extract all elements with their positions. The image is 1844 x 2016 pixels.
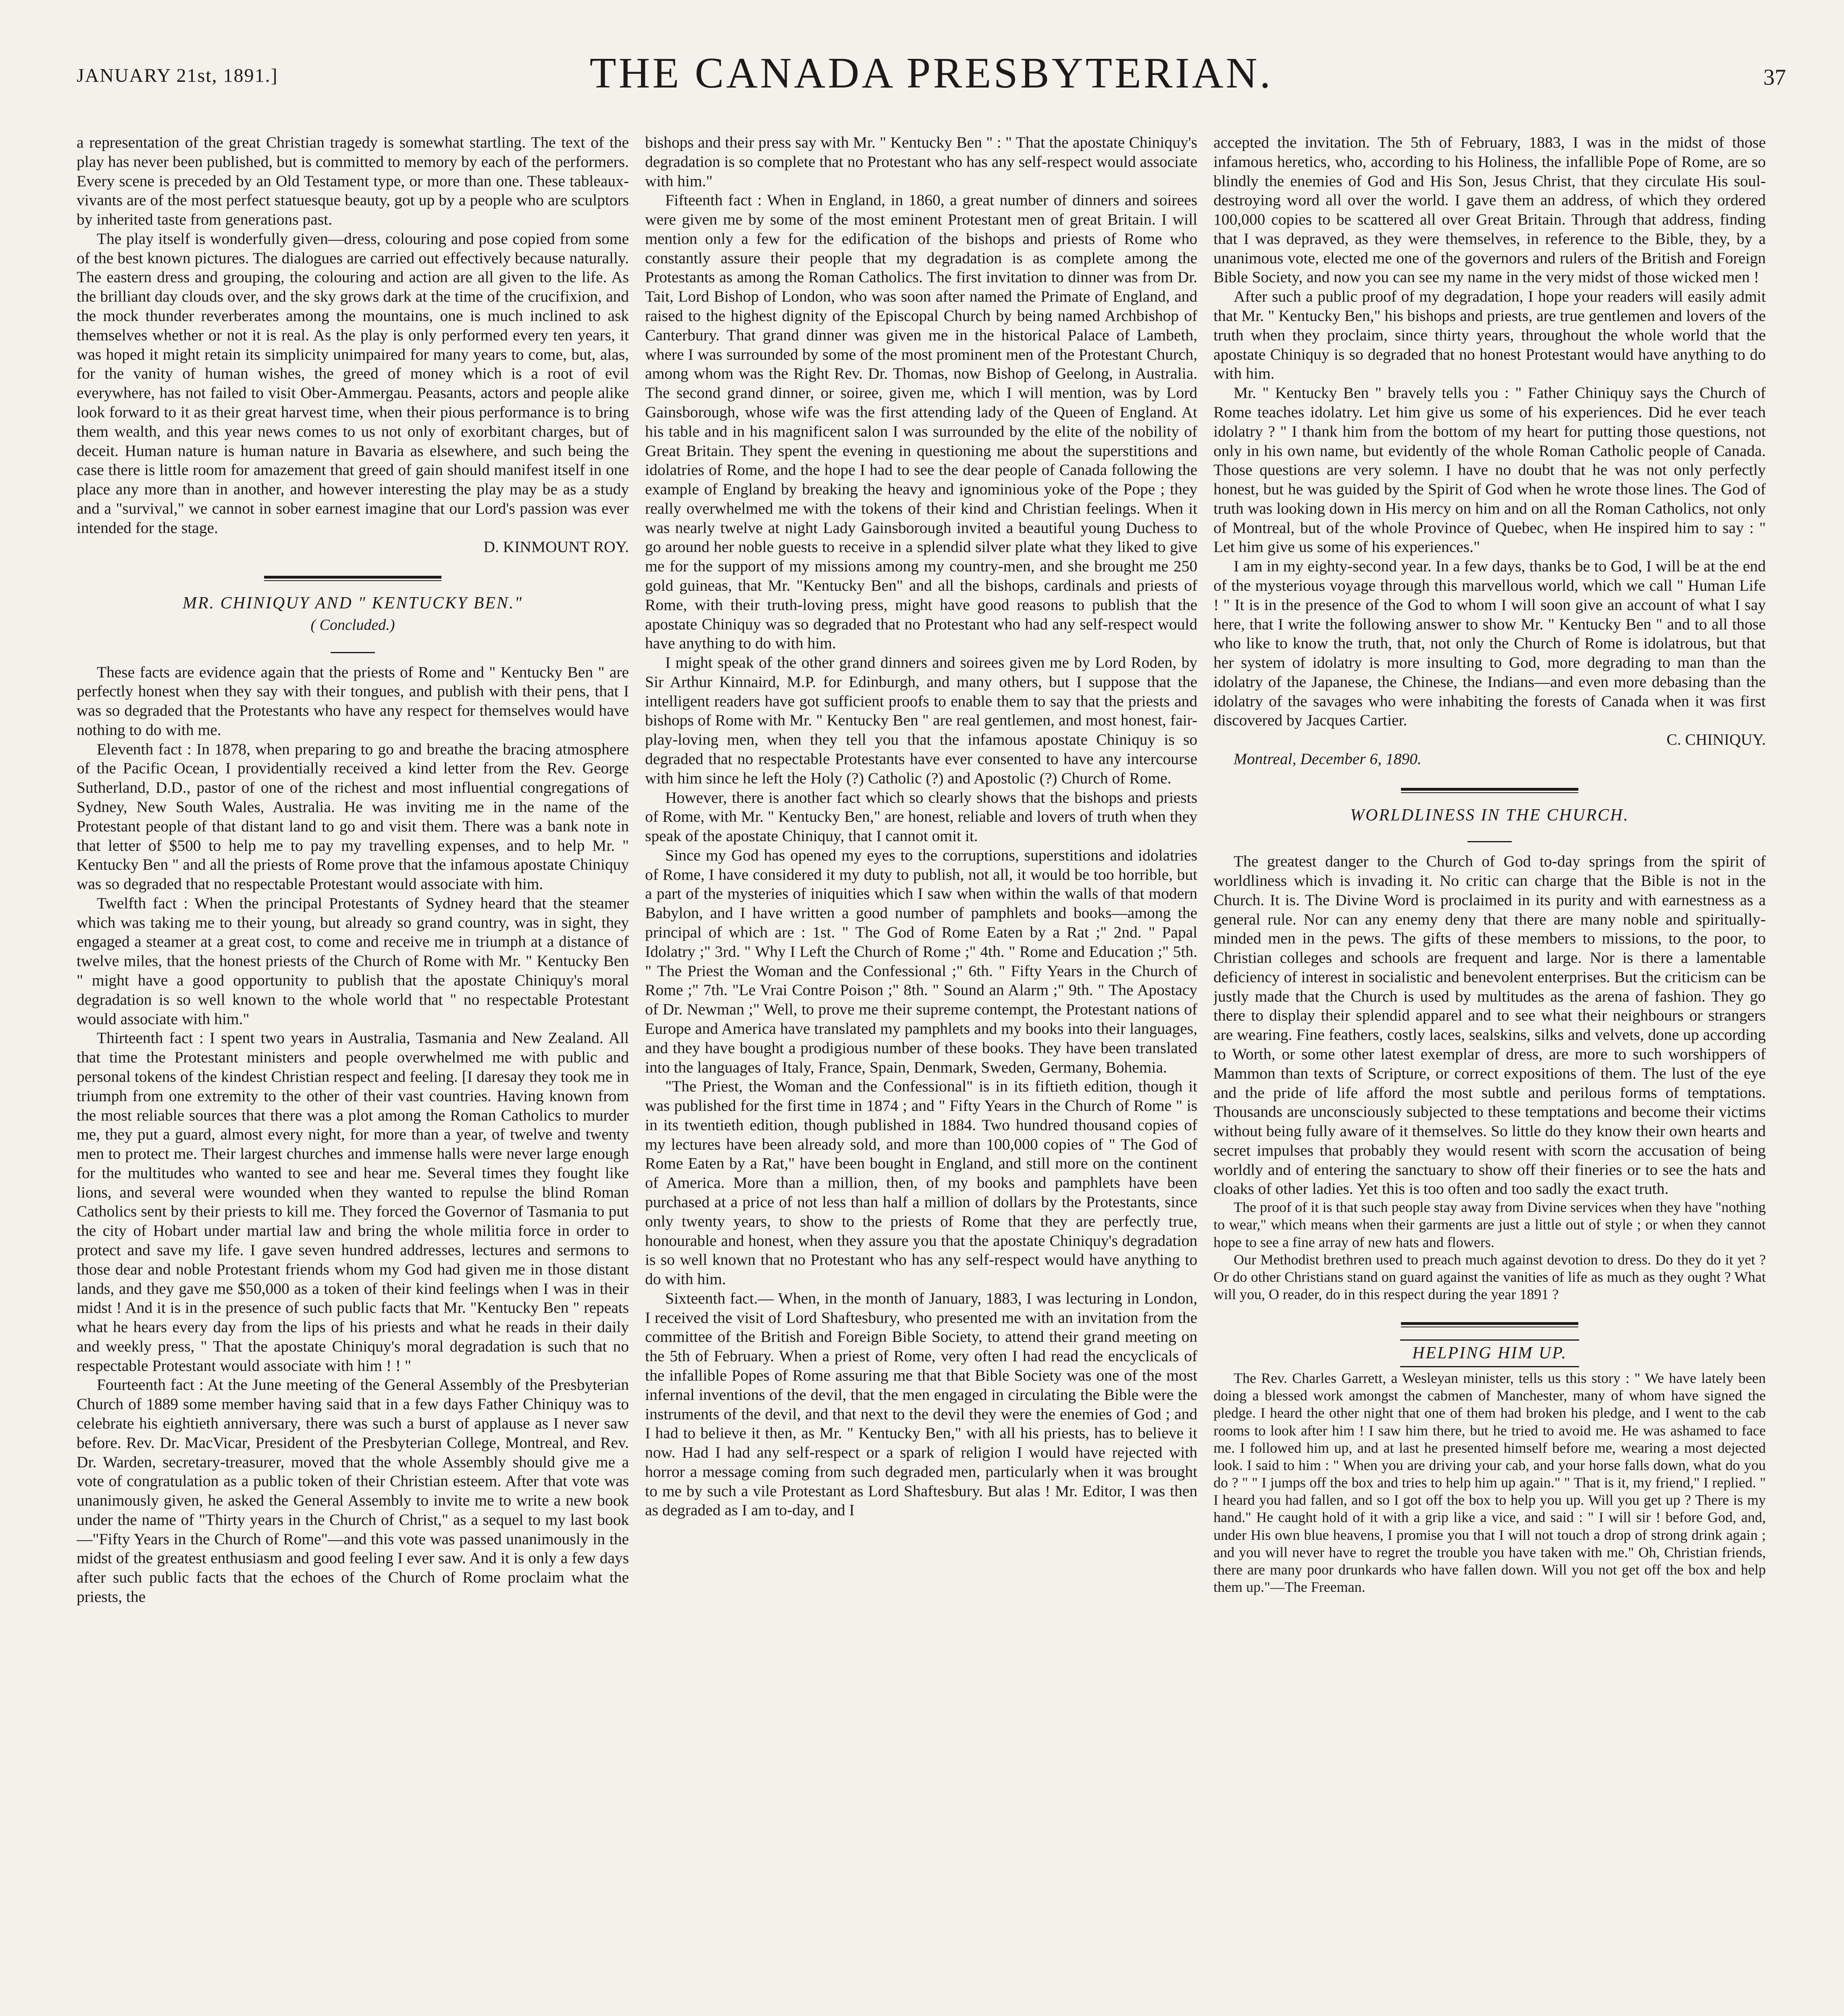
article-paragraph: Sixteenth fact.— When, in the month of January, 1883, I was lecturing in London, I received the visit of Lord Shaftesbury, who presented me with an invitation from the committee of the British and Foreign Bible Society, to attend their grand meeting on the 5th of February. When a priest of Rome, very often I had read the encyclicals of the infallible Popes of Rome assuring me that that Bible Society was one of the most infernal inventions of the devil, that the men engaged in circulating the Bible were the instruments of the devil, and that next to the devil they were the enemies of God ; and I had to believe it then, as Mr. " Kentucky Ben," with all his priests, has to believe it now. Had I had any self-respect or a spark of religion I would have rejected with horror a message coming from such degraded men, particularly when it was brought to me by such a vile Protestant as Lord Shaftesbury. But alas ! Mr. Editor, I was then as degraded as I am to-day, and I [645, 1289, 1197, 1519]
article-subheading: ( Concluded.) [310, 616, 395, 633]
article-paragraph: a representation of the great Christian tragedy is somewhat startling. The text of the play has never been published, but is committed to memory by each of the performers. Every scene is preceded by an Old Testament type, or more than one. These tableaux-vivants are of the most perfect statuesque beauty, got up by a people who are sculptors by inherited taste from generations past. [77, 133, 629, 229]
article-paragraph: Our Methodist brethren used to preach much against devotion to dress. Do they do it yet ? Or do other Christians stand on guard against the vanities of life as much as they ought ? What will you, O reader, do in this respect during the year 1891 ? [1213, 1251, 1766, 1303]
article-signature: C. CHINIQUY. [1666, 731, 1766, 749]
article-paragraph: However, there is another fact which so clearly shows that the bishops and priests of Rome, with Mr. " Kentucky Ben," are honest, reliable and lovers of truth when they speak of the apostate Chiniquy, that I cannot omit it. [645, 788, 1197, 845]
article-paragraph: Mr. " Kentucky Ben " bravely tells you : " Father Chiniquy says the Church of Rome teaches idolatry. Let him give us some of his experiences. Did he ever teach idolatry ? " I thank him from the bottom of my heart for putting those questions, not only in his own name, but evidently of the whole Roman Catholic people of Canada. Those questions are very solemn. I have no doubt that he was not only perfectly honest, but he was guided by the Spirit of God when he wrote those lines. The God of truth was looking down in His mercy on him and on all the Roman Catholics, not only of Montreal, but of the whole Province of Quebec, when He inspired him to say : " Let him give us some of his experiences." [1213, 384, 1766, 556]
section-divider [1213, 779, 1766, 798]
article-paragraph: The play itself is wonderfully given—dress, colouring and pose copied from some of the best known pictures. The dialogues are carried out effectively because naturally. The eastern dress and grouping, the colouring and action are all given to the life. As the brilliant day clouds over, and the sky grows dark at the time of the crucifixion, and the mock thunder reverberates among the mountains, one is much inclined to ask themselves whether or not it is real. As the play is only performed every ten years, it was hoped it might retain its simplicity unimpaired for many years to come, but, alas, for the vanity of human wishes, the greed of money which is a root of evil everywhere, has not failed to visit Ober-Ammergau. Peasants, actors and people alike look forward to it as their great harvest time, when their pious performance is to bring them wealth, and this year news comes to us not only of exorbitant charges, but of deceit. Human nature is human nature in Bavaria as elsewhere, and such being the case there is little room for amazement that greed of gain should manifest itself in one place any more than in another, and however interesting the play may be as a study and a "survival," we cannot in sober earnest imagine that our Lord's passion was ever intended for the stage. [77, 229, 629, 537]
article-paragraph: accepted the invitation. The 5th of February, 1883, I was in the midst of those infamous heretics, who, according to his Holiness, the infallible Pope of Rome, are so blindly the enemies of God and His Son, Jesus Christ, that they circulate His soul-destroying word all over the world. I gave them an address, of which they ordered 100,000 copies to be scattered all over Great Britain. Through that address, finding that I was depraved, as they were themselves, in reference to the Bible, they, by a unanimous vote, elected me one of the governors and rulers of the British and Foreign Bible Society, and now you can see my name in the very midst of those wicked men ! [1213, 133, 1766, 286]
section-divider [1213, 1313, 1766, 1332]
section-divider [77, 566, 629, 586]
article-paragraph: bishops and their press say with Mr. " Kentucky Ben " : " That the apostate Chiniquy's degradation is so complete that no Protestant who has any self-respect would associate with him." [645, 133, 1197, 190]
column-3 [1213, 133, 1766, 2016]
article-paragraph: Thirteenth fact : I spent two years in Australia, Tasmania and New Zealand. All that time the Protestant ministers and people overwhelmed me with public and personal tokens of the kindest Christian respect and feeling. [I daresay they took me in triumph from one extremity to the other of their vast countries. Having known from the most reliable sources that there was a plot among the Roman Catholics to murder me, they put a guard, almost every night, for more than a year, of twelve and twenty men to protect me. Their largest churches and immense halls were never large enough for the multitudes who wanted to see and hear me. Several times they fought like lions, and several were wounded when they wanted to repulse the blind Roman Catholics sent by their priests to kill me. They forced the Governor of Tasmania to put the city of Hobart under martial law and bring the whole militia force in order to protect and save my life. I gave seven hundred addresses, lectures and sermons to those dear and noble Protestant friends whom my God had given me in those distant lands, and they gave me $50,000 as a token of their kind feelings when I was in their midst ! And it is in the presence of such public facts that Mr. "Kentucky Ben " repeats what he hears every day from the lips of his priests and what he reads in their daily and weekly press, " That the apostate Chiniquy's moral degradation is such that no respectable Protestant would associate with him ! ! " [77, 1029, 629, 1375]
article-paragraph: The Rev. Charles Garrett, a Wesleyan minister, tells us this story : " We have lately been doing a blessed work amongst the cabmen of Manchester, many of whom have signed the pledge. I heard the other night that one of them had broken his pledge, and I went to the cab rooms to look after him ! I saw him there, but he tried to avoid me. He was ashamed to face me. I followed him up, and at last he presented himself before me, wearing a most dejected look. I said to him : " When you are driving your cab, and your horse falls down, what do you do ? " " I jumps off the box and tries to help him up again." " That is it, my friend," I replied. " I heard you had fallen, and so I got off the box to help you up. Will you get up ? There is my hand." He caught hold of it with a grip like a vice, and said : " I will sir ! before God, and, under His own blue heavens, I promise you that I will not touch a drop of strong drink again ; and you will never have to regret the trouble you have taken with me." Oh, Christian friends, there are many poor drunkards who have fallen down. Will you not get off the box and help them up."—The Freeman. [1213, 1370, 1766, 1595]
article-heading: MR. CHINIQUY AND " KENTUCKY BEN." [182, 594, 523, 612]
article-paragraph: I might speak of the other grand dinners and soirees given me by Lord Roden, by Sir Arthur Kinnaird, M.P. for Edinburgh, and many others, but I suppose that the intelligent readers have got sufficient proofs to enable them to say that the priests and bishops of Rome with Mr. " Kentucky Ben " are real gentlemen, and most honest, fair-play-loving men, when they tell you that the infamous apostate Chiniquy is so degraded that no respectable Protestants have ever consented to have any intercourse with him since he left the Holy (?) Catholic (?) and Apostolic (?) Church of Rome. [645, 654, 1197, 787]
article-heading [1213, 1339, 1766, 1367]
page-header [77, 48, 1786, 121]
article-heading-text: HELPING HIM UP. [1400, 1339, 1579, 1367]
issue-date: JANUARY 21st, 1891.] [77, 65, 278, 86]
small-divider [1213, 828, 1766, 847]
article-paragraph: These facts are evidence again that the priests of Rome and " Kentucky Ben " are perfectly honest when they say with their tongues, and publish with their pens, that I was so degraded that the Protestants who have any respect for themselves would have nothing to do with me. [77, 663, 629, 739]
article-paragraph: I am in my eighty-second year. In a few days, thanks be to God, I will be at the end of the mysterious voyage through this marvellous world, which we call " Human Life ! " It is in the presence of the God to whom I will soon give an account of what I say here, that I write the following answer to show Mr. " Kentucky Ben " and to all those who like to know the truth, that, not only the Church of Rome is idolatrous, but that her system of idolatry is more insulting to God, more degrading to man than the idolatry of the Japanese, the Chinese, the Indians—and even more debasing than the idolatry of the savages who were inhabiting the forests of Canada when it was first discovered by Jacques Cartier. [1213, 557, 1766, 729]
column-1 [77, 133, 629, 2016]
article-paragraph: Twelfth fact : When the principal Protestants of Sydney heard that the steamer which was taking me to their young, but already so grand country, was in sight, they engaged a steamer at a great cost, to come and receive me in triumph at a distance of twelve miles, that the honest priests of the Church of Rome with Mr. " Kentucky Ben " might have a good opportunity to publish that the apostate Chiniquy's moral degradation is so well known to the whole world that " no respectable Protestant would associate with him." [77, 894, 629, 1028]
article-paragraph: The greatest danger to the Church of God to-day springs from the spirit of worldliness which is invading it. No critic can charge that the Bible is not in the Church. It is. The Divine Word is proclaimed in its purity and with earnestness as a general rule. Nor can any enemy deny that there are many noble and spiritually-minded men in the pews. The gifts of these members to missions, to the poor, to Christian colleges and schools are frequent and large. Nor is there a lamentable deficiency of interest in socialistic and benevolent enterprises. But the criticism can be justly made that the Church is used by multitudes as the arena of fashion. They go there to display their splendid apparel and to see what their neighbours or strangers are wearing. Fine feathers, costly laces, sealskins, silks and velvets, done up according to Worth, or some other latest exemplar of dress, are more to such worshippers of Mammon than texts of Scripture, or correct expositions of them. The lust of the eye and the pride of life afford the most subtle and perilous forms of temptations. Thousands are unconsciously subjected to these temptations and become their victims without being fully aware of it themselves. So little do they know their own hearts and secret impulses that probably they would resent with scorn the accusation of being worldly and of entering the sanctuary to show off their fineries or to see the hats and cloaks of other ladies. Yet this is too often and too sadly the exact truth. [1213, 852, 1766, 1198]
small-divider [77, 639, 629, 658]
article-paragraph: Fifteenth fact : When in England, in 1860, a great number of dinners and soirees were given me by some of the most eminent Protestant men of great Britain. I will mention only a few for the edification of the bishops and priests of Rome who constantly assure their people that my degradation is as complete among the Protestants as among the Roman Catholics. The first invitation to dinner was from Dr. Tait, Lord Bishop of London, who was soon after named the Primate of England, and raised to the highest dignity of the Episcopal Church by being named Archbishop of Canterbury. That grand dinner was given me in the historical Palace of Lambeth, where I was surrounded by some of the most prominent men of the Protestant Church, among whom was the Right Rev. Dr. Thomas, now Bishop of Geelong, in Australia. The second grand dinner, or soiree, given me, which I will mention, was by Lord Gainsborough, whose wife was the first attending lady of the Queen of England. At his table and in his magnificent salon I was surrounded by the elite of the nobility of Great Britain. They spent the evening in questioning me about the superstitions and idolatries of Rome, and the hope I had to see the dear people of Canada following the example of England by breaking the heavy and ignominious yoke of the Pope ; they really overwhelmed me with the tokens of their kind and Christian feelings. When it was nearly twelve at night Lady Gainsborough invited a beautiful young Duchess to go around her noble guests to receive in a splendid silver plate what they liked to give me for the support of my missions among my country-men, and she brought me 250 gold guineas, that Mr. "Kentucky Ben" and all the bishops, cardinals and priests of Rome, with their truth-loving press, might have good reasons to publish that the apostate Chiniquy was so degraded that no Protestant who had any self-respect would have anything to do with him. [645, 191, 1197, 652]
column-2 [645, 133, 1197, 2016]
masthead-title: THE CANADA PRESBYTERIAN. [589, 49, 1273, 97]
article-paragraph: Since my God has opened my eyes to the corruptions, superstitions and idolatries of Rome, I have considered it my duty to publish, not all, it would be too horrible, but a part of the mysteries of iniquities which I saw when within the walls of that modern Babylon, and I have written a good number of pamphlets and books—among the principal of which are : 1st. " The God of Rome Eaten by a Rat ;" 2nd. " Papal Idolatry ;" 3rd. " Why I Left the Church of Rome ;" 4th. " Rome and Education ;" 5th. " The Priest the Woman and the Confessional ;" 6th. " Fifty Years in the Church of Rome ;" 7th. "Le Vrai Contre Poison ;" 8th. " Sound an Alarm ;" 9th. " The Apostacy of Dr. Newman ;" Well, to prove me their supreme contempt, the Protestant nations of Europe and America have translated my pamphlets and my books into their languages, and they have bought a prodigious number of these books. They have been translated into the languages of Italy, France, Spain, Denmark, Sweden, Germany, Bohemia. [645, 846, 1197, 1076]
article-signature: D. KINMOUNT ROY. [483, 538, 629, 556]
article-paragraph: Eleventh fact : In 1878, when preparing to go and breathe the bracing atmosphere of the Pacific Ocean, I providentially received a kind letter from the Rev. George Sutherland, D.D., pastor of one of the richest and most influential congregations of Sydney, New South Wales, Australia. He was inviting me in the name of the Protestant people of that distant land to go and visit them. There was a bank note in that letter of $500 to help me to pay my travelling expenses, and to help Mr. " Kentucky Ben " and all the priests of Rome prove that the infamous apostate Chiniquy was so degraded that no respectable Protestant would associate with him. [77, 740, 629, 893]
article-paragraph: "The Priest, the Woman and the Confessional" is in its fiftieth edition, though it was published for the first time in 1874 ; and " Fifty Years in the Church of Rome " is in its twentieth edition, though published in 1884. Two hundred thousand copies of my lectures have been already sold, and more than 100,000 copies of " The God of Rome Eaten by a Rat," have been bought in England, and still more on the continent of America. More than a million, then, of my books and pamphlets have been purchased at a price of not less than half a million of dollars by the Protestants, since only twenty years, to show to the priests of Rome that they are perfectly true, honourable and honest, when they assure you that the apostate Chiniquy's degradation is so well known that no Protestant who has any self-respect would have anything to do with him. [645, 1077, 1197, 1288]
article-paragraph: After such a public proof of my degradation, I hope your readers will easily admit that Mr. " Kentucky Ben," his bishops and priests, are true gentlemen and lovers of the truth when they proclaim, since thirty years, throughout the whole world that the apostate Chiniquy is so degraded that no honest Protestant would have anything to do with him. [1213, 287, 1766, 383]
article-paragraph: The proof of it is that such people stay away from Divine services when they have "nothing to wear," which means when their garments are just a little out of style ; or when they cannot hope to see a fine array of new hats and flowers. [1213, 1199, 1766, 1250]
article-dateline: Montreal, December 6, 1890. [1234, 750, 1422, 768]
article-heading: WORLDLINESS IN THE CHURCH. [1350, 806, 1629, 825]
page-number: 37 [1763, 65, 1786, 90]
article-paragraph: Fourteenth fact : At the June meeting of the General Assembly of the Presbyterian Church of 1889 some member having said that in a few days Father Chiniquy was to celebrate his eightieth anniversary, there was such a burst of applause as I never saw before. Rev. Dr. MacVicar, President of the Presbyterian College, Montreal, and Rev. Dr. Warden, secretary-treasurer, moved that the whole Assembly should give me a vote of congratulation as a public token of their Christian esteem. After that vote was unanimously given, he asked the General Assembly to invite me to write a new book under the name of "Thirty years in the Church of Christ," as a sequel to my last book—"Fifty Years in the Church of Rome"—and this vote was passed unanimously in the midst of the greatest enthusiasm and good feeling I ever saw. And it is only a few days after such public facts that the echoes of the Church of Rome proclaim what the priests, the [77, 1376, 629, 1606]
